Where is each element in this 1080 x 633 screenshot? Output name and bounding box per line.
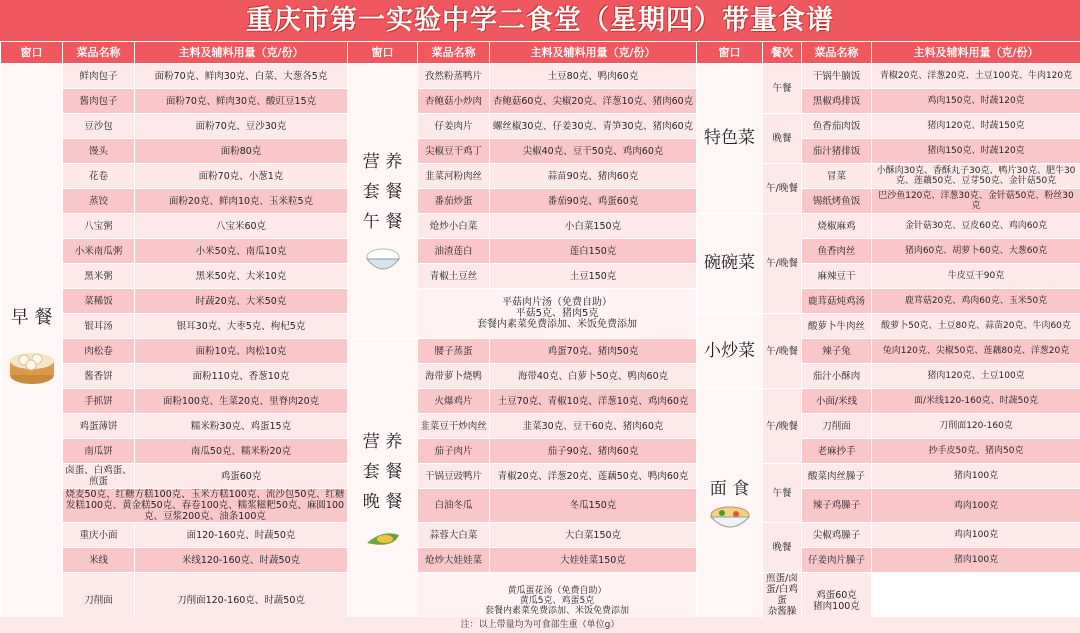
list-item-ingredients: 面粉20克、鲜肉10克、玉米粒5克	[135, 189, 348, 214]
table-row	[1, 489, 1080, 523]
header-dish: 菜品名称	[418, 42, 490, 64]
list-item-dish: 酸菜肉丝臊子	[802, 464, 872, 489]
list-item-dish-text: 煎蛋/卤蛋/白鸡蛋	[766, 573, 798, 606]
list-item-ingredients: 鸡肉100克	[872, 489, 1080, 523]
list-item-ingredients: 螺丝椒30克、仔姜30克、青笋30克、猪肉60克	[490, 114, 697, 139]
list-item-ingredients: 猪肉120克、时蔬150克	[872, 114, 1080, 139]
list-item-ingredients: 小酥肉30克、香酥丸子30克、鸭片30克、肥牛30克、莲藕50克、豆芽50克、金针菇50克	[872, 164, 1080, 189]
list-item-ingredients: 猪肉100克	[872, 548, 1080, 573]
list-item-ingredients: 面/米线120-160克、时蔬50克	[872, 389, 1080, 414]
list-item-ingredients: 巴沙鱼120克、洋葱30克、金针菇50克、粉丝30克	[872, 189, 1080, 214]
list-item-dish: 米线	[63, 548, 135, 573]
list-item-dish: 卤蛋、白鸡蛋、煎蛋	[63, 464, 135, 489]
list-item-dish: 孜然粉蒸鸭片	[418, 64, 490, 89]
list-item-ingredients: 酸萝卜50克、土豆80克、蒜苗20克、牛肉60克	[872, 314, 1080, 339]
list-item-ingredients: 面粉110克、香葱10克	[135, 364, 348, 389]
list-item-dish: 烧麦50克、红糖方糕100克、玉米方糕100克、流沙包50克、红糖发糕100克、黄金糕50克、春卷100克、糯浆糍粑50克、麻圆100克、豆浆200克、油条100克	[63, 489, 348, 523]
table-row	[1, 114, 1080, 139]
section-special	[697, 64, 763, 214]
list-item-dish: 菜稀饭	[63, 289, 135, 314]
list-item-dish: 酸萝卜牛肉丝	[802, 314, 872, 339]
list-item-dish: 茄子肉片	[418, 439, 490, 464]
list-item-dish: 番茄炒蛋	[418, 189, 490, 214]
list-item-ingredients: 抄手皮50克、猪肉50克	[872, 439, 1080, 464]
list-item-dish: 酱香饼	[63, 364, 135, 389]
list-item-ingredients: 鹿茸菇20克、鸡肉60克、玉米50克	[872, 289, 1080, 314]
list-item-dish: 鹿茸菇炖鸡汤	[802, 289, 872, 314]
header-window: 窗口	[1, 42, 63, 64]
table-row	[1, 414, 1080, 439]
header-dish: 菜品名称	[802, 42, 872, 64]
list-item-ingredients: 莲白150克	[490, 239, 697, 264]
list-item-dish: 麻辣豆干	[802, 264, 872, 289]
section-breakfast	[1, 64, 63, 629]
list-item-dish: 银耳汤	[63, 314, 135, 339]
meal-label: 晚餐	[763, 114, 802, 164]
list-item-ingredients: 海带40克、白萝卜50克、鸭肉60克	[490, 364, 697, 389]
table-row	[1, 439, 1080, 464]
menu-table	[0, 41, 1080, 629]
section-breakfast-label: 早 餐	[10, 307, 53, 328]
page-title: 重庆市第一实验中学二食堂（星期四）带量食谱	[0, 0, 1080, 41]
section-lunch	[348, 64, 418, 339]
list-item-ingredients: 金针菇30克、豆皮60克、鸡肉60克	[872, 214, 1080, 239]
list-item-ingredients: 面粉70克、鲜肉30克、白菜、大葱各5克	[135, 64, 348, 89]
section-noodle	[697, 389, 763, 629]
dinner-soup-note: 黄瓜蛋花汤（免费自助） 黄瓜5克、鸡蛋5克 套餐内素菜免费添加、米饭免费添加	[418, 573, 697, 629]
list-item-dish: 油渣莲白	[418, 239, 490, 264]
list-item-dish: 腰子蒸蛋	[418, 339, 490, 364]
table-row	[1, 139, 1080, 164]
section-stir-label: 小炒菜	[704, 340, 755, 361]
noodle-bowl-icon	[708, 503, 752, 533]
list-item-ingredients: 番茄90克、鸡蛋60克	[490, 189, 697, 214]
header-dish: 菜品名称	[63, 42, 135, 64]
table-row	[1, 239, 1080, 264]
table-row	[1, 89, 1080, 114]
list-item-dish: 手抓饼	[63, 389, 135, 414]
list-item-dish: 刀削面	[802, 414, 872, 439]
list-item-ingredients: 土豆80克、鸭肉60克	[490, 64, 697, 89]
list-item-dish: 茄汁小酥肉	[802, 364, 872, 389]
list-item-ingredients: 面粉10克、肉松10克	[135, 339, 348, 364]
list-item-ingredients: 南瓜50克、糯米粉20克	[135, 439, 348, 464]
section-special-label: 特色菜	[704, 128, 755, 148]
list-item-ingredients: 青椒20克、洋葱20克、莲藕50克、鸭肉60克	[490, 464, 697, 489]
table-row	[1, 289, 1080, 314]
meal-label: 午/晚餐	[763, 164, 802, 214]
list-item-ingredients: 兔肉120克、尖椒50克、莲藕80克、洋葱20克	[872, 339, 1080, 364]
section-bowl	[697, 214, 763, 314]
list-item-ingredients: 刀削面120-160克	[872, 414, 1080, 439]
list-item-dish: 馒头	[63, 139, 135, 164]
list-item-dish: 尖椒豆干鸡丁	[418, 139, 490, 164]
table-row	[1, 523, 1080, 548]
list-item-dish: 杏鲍菇小炒肉	[418, 89, 490, 114]
table-row	[1, 164, 1080, 189]
list-item-dish: 白油冬瓜	[418, 489, 490, 523]
footnote: 注：以上带量均为可食部生重（单位g）	[0, 617, 1080, 633]
list-item-dish: 鸡蛋薄饼	[63, 414, 135, 439]
list-item-ingredients: 黑米50克、大米10克	[135, 264, 348, 289]
list-item-ingredients: 鸡蛋60克	[135, 464, 348, 489]
meal-label: 午/晚餐	[763, 389, 802, 464]
section-stir	[697, 314, 763, 389]
list-item-dish: 海带萝卜烧鸭	[418, 364, 490, 389]
list-item-dish: 干锅豆豉鸭片	[418, 464, 490, 489]
list-item-ingredients: 时蔬20克、大米50克	[135, 289, 348, 314]
section-bowl-label: 碗碗菜	[704, 253, 755, 273]
list-item-ingredients: 冬瓜150克	[490, 489, 697, 523]
list-item-dish: 冒菜	[802, 164, 872, 189]
table-row	[1, 64, 1080, 89]
list-item-ingredients: 大娃娃菜150克	[490, 548, 697, 573]
list-item-dish: 肉松卷	[63, 339, 135, 364]
list-item-ingredients: 猪肉120克、土豆100克	[872, 364, 1080, 389]
list-item-dish: 酱肉包子	[63, 89, 135, 114]
list-item-ingredients: 蒜苗90克、猪肉60克	[490, 164, 697, 189]
list-item-ing-text: 鸡蛋60克	[816, 589, 857, 601]
list-item-ingredients: 鸡蛋70克、猪肉50克	[490, 339, 697, 364]
meal-label: 午/晚餐	[763, 214, 802, 314]
list-item-ingredients: 小米50克、南瓜10克	[135, 239, 348, 264]
list-item-dish: 南瓜饼	[63, 439, 135, 464]
list-item-dish: 蒸饺	[63, 189, 135, 214]
list-item-dish: 鲜肉包子	[63, 64, 135, 89]
list-item-ingredients: 米线120-160克、时蔬50克	[135, 548, 348, 573]
list-item-ingredients: 尖椒40克、豆干50克、鸡肉60克	[490, 139, 697, 164]
list-item-ingredients: 猪肉60克、胡萝卜60克、大葱60克	[872, 239, 1080, 264]
header-ingredients: 主料及辅料用量（克/份）	[490, 42, 697, 64]
list-item-dish: 炝炒小白菜	[418, 214, 490, 239]
list-item-dish: 黑米粥	[63, 264, 135, 289]
list-item-ingredients: 牛皮豆干90克	[872, 264, 1080, 289]
meal-label: 午/晚餐	[763, 314, 802, 389]
list-item-ingredients: 茄子90克、猪肉60克	[490, 439, 697, 464]
list-item-dish: 鱼香肉丝	[802, 239, 872, 264]
list-item-dish: 辣子兔	[802, 339, 872, 364]
list-item-dish: 花卷	[63, 164, 135, 189]
list-item-dish: 八宝粥	[63, 214, 135, 239]
list-item-ingredients: 大白菜150克	[490, 523, 697, 548]
section-dinner	[348, 339, 418, 629]
list-item-dish: 青椒土豆丝	[418, 264, 490, 289]
list-item-ingredients: 鸡肉150克、时蔬120克	[872, 89, 1080, 114]
list-item-dish: 重庆小面	[63, 523, 135, 548]
list-item-dish: 韭菜河粉肉丝	[418, 164, 490, 189]
table-row	[1, 339, 1080, 364]
list-item-ingredients: 八宝米60克	[135, 214, 348, 239]
rice-bowl-icon	[363, 245, 403, 275]
list-item-ingredients: 杏鲍菇60克、尖椒20克、洋葱10克、猪肉60克	[490, 89, 697, 114]
table-row	[1, 548, 1080, 573]
zongzi-icon	[363, 525, 403, 551]
section-noodle-label: 面 食	[709, 479, 750, 499]
list-item-dish: 火爆鸡片	[418, 389, 490, 414]
header-ingredients: 主料及辅料用量（克/份）	[872, 42, 1080, 64]
list-item-dish: 豆沙包	[63, 114, 135, 139]
list-item-dish-text: 杂酱臊	[767, 606, 797, 617]
list-item-dish: 老麻抄手	[802, 439, 872, 464]
list-item-ingredients: 小白菜150克	[490, 214, 697, 239]
list-item-dish: 茄汁猪排饭	[802, 139, 872, 164]
meal-label: 晚餐	[763, 523, 802, 573]
header-row	[1, 42, 1080, 64]
header-ingredients: 主料及辅料用量（克/份）	[135, 42, 348, 64]
table-row	[1, 464, 1080, 489]
section-lunch-label: 营 养 套 餐 午 餐	[362, 152, 403, 232]
list-item-dish: 干锅牛腩饭	[802, 64, 872, 89]
list-item-ingredients: 面粉80克	[135, 139, 348, 164]
list-item-dish: 小面/米线	[802, 389, 872, 414]
table-row	[1, 214, 1080, 239]
table-row	[1, 364, 1080, 389]
list-item-ingredients: 青椒20克、洋葱20克、土豆100克、牛肉120克	[872, 64, 1080, 89]
list-item-dish: 烧椒麻鸡	[802, 214, 872, 239]
meal-label: 午餐	[763, 64, 802, 114]
header-window: 窗口	[697, 42, 763, 64]
list-item-dish: 小米南瓜粥	[63, 239, 135, 264]
section-dinner-label: 营 养 套 餐 晚 餐	[362, 431, 403, 512]
steamer-basket-icon	[7, 339, 57, 387]
list-item-ingredients: 韭菜30克、豆干60克、猪肉60克	[490, 414, 697, 439]
lunch-soup-note: 平菇肉片汤（免费自助） 平菇5克、猪肉5克 套餐内素菜免费添加、米饭免费添加	[418, 289, 697, 339]
list-item-dish: 炝炒大娃娃菜	[418, 548, 490, 573]
meal-label: 午餐	[763, 464, 802, 523]
header-meal: 餐次	[763, 42, 802, 64]
list-item-ing-text: 猪肉100克	[813, 600, 860, 612]
list-item-dish: 蒜蓉大白菜	[418, 523, 490, 548]
list-item-dish: 辣子鸡臊子	[802, 489, 872, 523]
list-item-ingredients: 土豆70克、青椒10克、洋葱10克、鸡肉60克	[490, 389, 697, 414]
table-row	[1, 189, 1080, 214]
list-item-dish: 锡纸烤鱼饭	[802, 189, 872, 214]
list-item-ingredients: 糯米粉30克、鸡蛋15克	[135, 414, 348, 439]
list-item-dish: 鱼香茄肉饭	[802, 114, 872, 139]
list-item-ingredients: 猪肉100克	[872, 464, 1080, 489]
list-item-dish: 刀削面	[63, 573, 135, 629]
list-item-dish: 仔姜肉片	[418, 114, 490, 139]
list-item-dish: 黑椒鸡排饭	[802, 89, 872, 114]
list-item-ingredients: 鸡肉100克	[872, 523, 1080, 548]
list-item-ingredients: 土豆150克	[490, 264, 697, 289]
table-row	[1, 264, 1080, 289]
list-item-ingredients: 面粉70克、鲜肉30克、酸豇豆15克	[135, 89, 348, 114]
list-item-dish: 韭菜豆干炒肉丝	[418, 414, 490, 439]
list-item-ingredients: 面粉70克、小葱1克	[135, 164, 348, 189]
list-item-ingredients: 面粉100克、生菜20克、里脊肉20克	[135, 389, 348, 414]
list-item-ingredients: 面粉70克、豆沙30克	[135, 114, 348, 139]
table-row	[1, 389, 1080, 414]
list-item-ingredients: 刀削面120-160克、时蔬50克	[135, 573, 348, 629]
list-item-dish: 尖椒鸡臊子	[802, 523, 872, 548]
list-item-dish: 仔姜肉片臊子	[802, 548, 872, 573]
header-window: 窗口	[348, 42, 418, 64]
list-item-ingredients: 银耳30克、大枣5克、枸杞5克	[135, 314, 348, 339]
list-item-ingredients: 猪肉150克、时蔬120克	[872, 139, 1080, 164]
list-item-ingredients: 面120-160克、时蔬50克	[135, 523, 348, 548]
